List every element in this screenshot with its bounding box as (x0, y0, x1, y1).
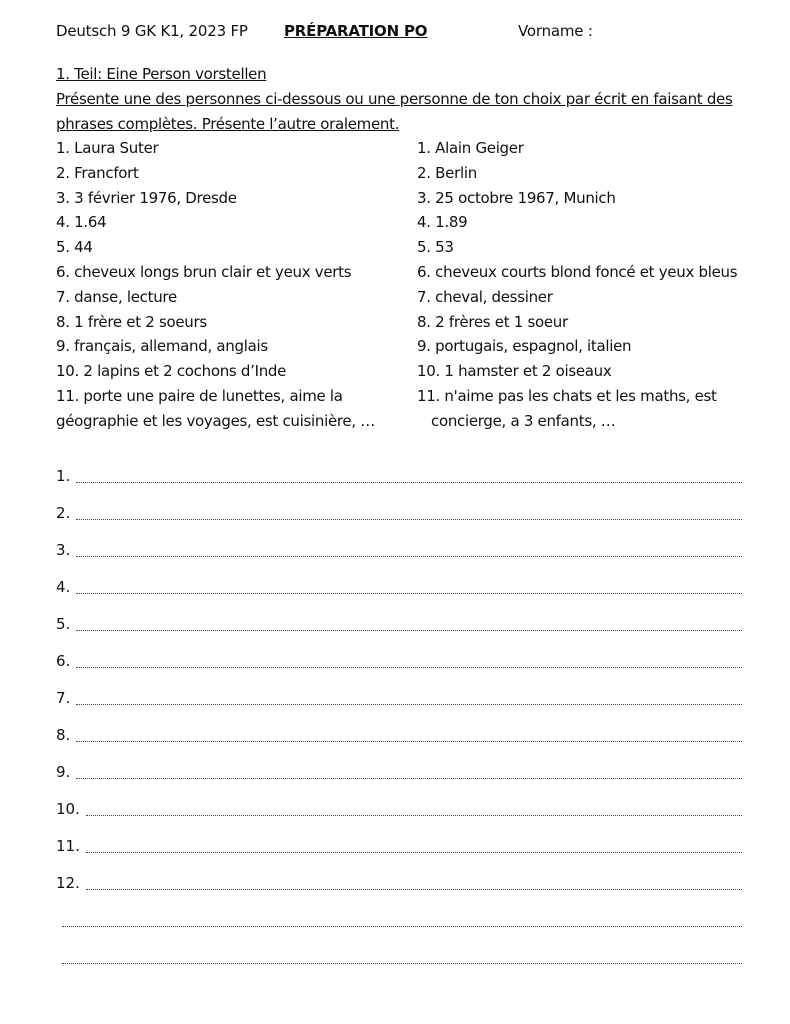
answer-line-number: 5. (56, 615, 71, 633)
list-item: 3. 25 octobre 1967, Munich (417, 188, 616, 207)
dotted-line (76, 481, 742, 483)
dotted-line (62, 925, 742, 927)
answer-line[interactable] (56, 943, 742, 967)
answer-line-number: 8. (56, 726, 71, 744)
dotted-line (76, 666, 742, 668)
list-item: 3. 3 février 1976, Dresde (56, 188, 237, 207)
list-item: 6. cheveux longs brun clair et yeux verts (56, 262, 352, 281)
dotted-line (62, 962, 742, 964)
list-item: 5. 44 (56, 238, 93, 257)
instruction-text: Présente une des personnes ci-dessous ou une personne de ton choix par écrit en faisant des phrases complètes. Présente l’autre oralement. (56, 90, 733, 133)
list-item: 9. portugais, espagnol, italien (417, 337, 632, 356)
answer-line-number: 7. (56, 689, 71, 707)
dotted-line (76, 629, 742, 631)
answer-line-number: 3. (56, 541, 71, 559)
answer-line-number: 9. (56, 763, 71, 781)
list-item: 8. 1 frère et 2 soeurs (56, 312, 207, 331)
dotted-line (76, 592, 742, 594)
header (56, 22, 756, 46)
course-label: Deutsch 9 GK K1, 2023 FP (56, 22, 248, 40)
dotted-line (86, 888, 742, 890)
answer-line[interactable] (56, 462, 742, 486)
dotted-line (76, 518, 742, 520)
answer-line[interactable] (56, 869, 742, 893)
answer-line[interactable] (56, 499, 742, 523)
list-item: 4. 1.89 (417, 213, 468, 232)
answer-line[interactable] (56, 832, 742, 856)
dotted-line (86, 851, 742, 853)
answer-line-number: 10. (56, 800, 80, 818)
list-item: 9. français, allemand, anglais (56, 337, 268, 356)
answer-line-number: 1. (56, 467, 71, 485)
answer-line-number: 4. (56, 578, 71, 596)
dotted-line (76, 740, 742, 742)
list-item: 5. 53 (417, 238, 454, 257)
answer-line[interactable] (56, 536, 742, 560)
list-item: 6. cheveux courts blond foncé et yeux bleus (417, 262, 738, 281)
answer-line[interactable] (56, 647, 742, 671)
list-item: 10. 1 hamster et 2 oiseaux (417, 362, 612, 381)
answer-line[interactable] (56, 684, 742, 708)
answer-line[interactable] (56, 758, 742, 782)
answer-line-number: 11. (56, 837, 80, 855)
dotted-line (76, 555, 742, 557)
list-item: 11. porte une paire de lunettes, aime la géographie et les voyages, est cuisinière, … (56, 386, 375, 430)
answer-line[interactable] (56, 610, 742, 634)
list-item: 1. Laura Suter (56, 139, 159, 157)
list-item: 7. cheval, dessiner (417, 287, 553, 306)
list-item: 11. n'aime pas les chats et les maths, est (417, 386, 717, 405)
list-item: 8. 2 frères et 1 soeur (417, 312, 568, 331)
answer-line-number: 2. (56, 504, 71, 522)
answer-line-number: 6. (56, 652, 71, 670)
answer-line-number: 12. (56, 874, 80, 892)
section-title: 1. Teil: Eine Person vorstellen (56, 65, 267, 83)
dotted-line (76, 703, 742, 705)
answer-line[interactable] (56, 906, 742, 930)
answer-line[interactable] (56, 721, 742, 745)
dotted-line (76, 777, 742, 779)
list-item-continuation: concierge, a 3 enfants, … (431, 411, 616, 430)
list-item: 2. Francfort (56, 163, 139, 182)
list-item: 2. Berlin (417, 163, 477, 182)
page-title: PRÉPARATION PO (284, 22, 428, 40)
answer-line[interactable] (56, 573, 742, 597)
list-item: 1. Alain Geiger (417, 139, 524, 157)
list-item: 10. 2 lapins et 2 cochons d’Inde (56, 362, 287, 381)
dotted-line (86, 814, 742, 816)
person-left-list (56, 136, 396, 434)
vorname-label: Vorname : (518, 22, 593, 40)
section-intro (56, 62, 746, 137)
list-item: 7. danse, lecture (56, 287, 177, 306)
person-right-list (417, 136, 757, 434)
answer-line[interactable] (56, 795, 742, 819)
list-item: 4. 1.64 (56, 213, 107, 232)
